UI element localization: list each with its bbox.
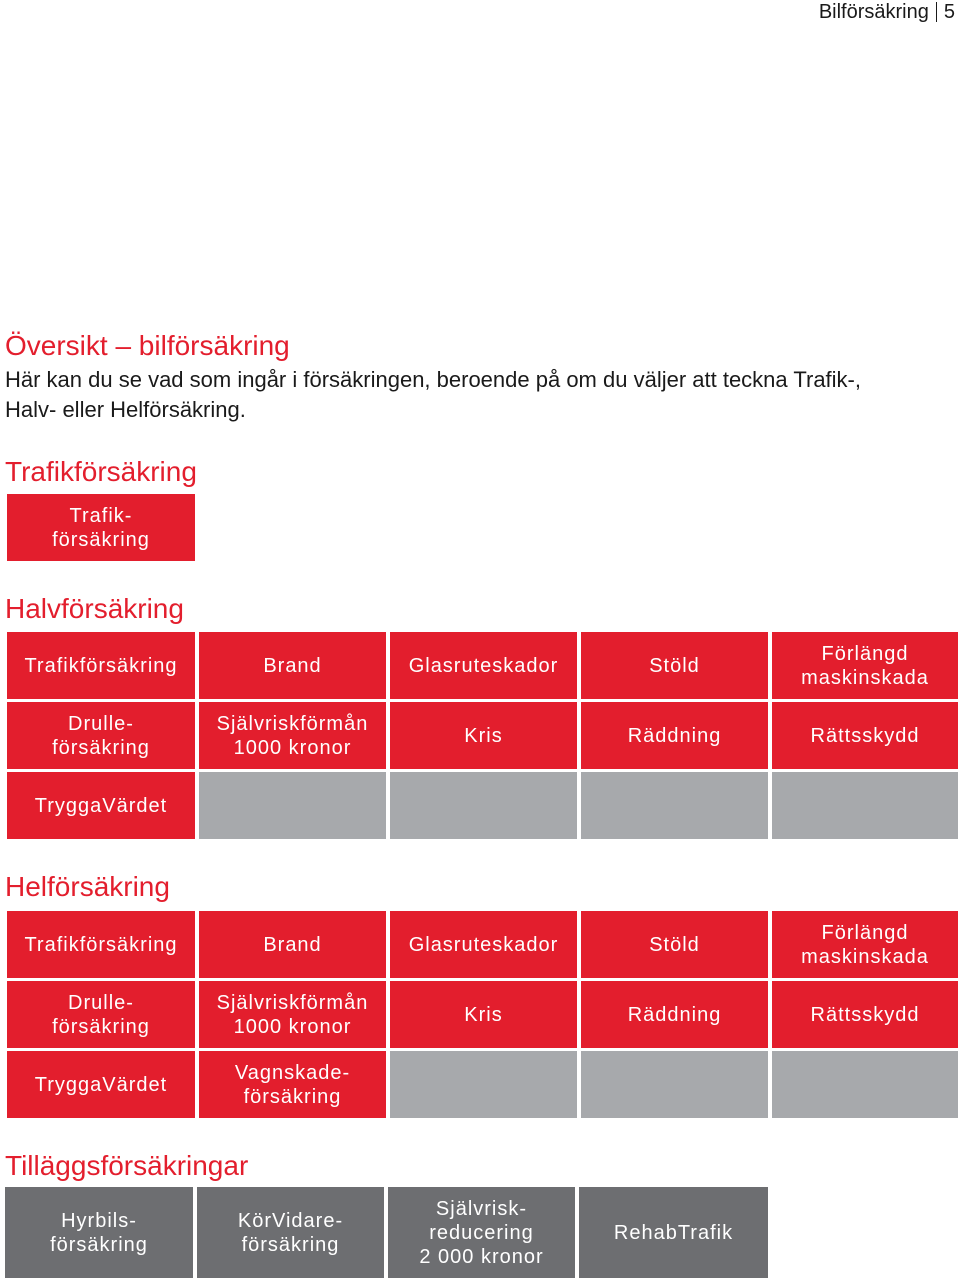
cell-label: Trafikförsäkring bbox=[24, 933, 178, 956]
page-header bbox=[819, 0, 955, 24]
cell-label: Förlängd maskinskada bbox=[801, 642, 929, 689]
trafik-trafikforsakring-cell bbox=[7, 494, 195, 561]
page-number: 5 bbox=[943, 1, 955, 23]
hel-empty-cell bbox=[772, 1051, 958, 1118]
halv-empty-cell bbox=[199, 772, 386, 839]
cell-label: Kris bbox=[464, 1003, 503, 1026]
halv-forlangd-maskinskada-cell bbox=[772, 632, 958, 699]
hel-drulleforsakring-cell bbox=[7, 981, 195, 1048]
hel-empty-cell bbox=[581, 1051, 768, 1118]
halv-empty-cell bbox=[390, 772, 577, 839]
cell-label: Kris bbox=[464, 724, 503, 747]
cell-label: Självrisk- reducering 2 000 kronor bbox=[419, 1197, 544, 1268]
halv-heading: Halvförsäkring bbox=[5, 593, 184, 624]
cell-label: Stöld bbox=[649, 933, 700, 956]
trafik-heading: Trafikförsäkring bbox=[5, 456, 197, 487]
hel-trafikforsakring-cell bbox=[7, 911, 195, 978]
halv-trafikforsakring-cell bbox=[7, 632, 195, 699]
halv-empty-cell bbox=[581, 772, 768, 839]
hel-kris-cell bbox=[390, 981, 577, 1048]
halv-tryggavardet-cell bbox=[7, 772, 195, 839]
cell-label: Brand bbox=[263, 654, 322, 677]
cell-label: RehabTrafik bbox=[613, 1221, 734, 1244]
cell-label: Självriskförmån 1000 kronor bbox=[216, 991, 369, 1038]
cell-label: Räddning bbox=[627, 724, 722, 747]
cell-label: Trafikförsäkring bbox=[24, 654, 178, 677]
tillagg-heading: Tilläggsförsäkringar bbox=[5, 1150, 249, 1181]
header-divider bbox=[936, 2, 937, 22]
addon-sjalvriskreducering-cell bbox=[388, 1187, 575, 1278]
halv-drulleforsakring-cell bbox=[7, 702, 195, 769]
hel-sjalvriskforman-cell bbox=[199, 981, 386, 1048]
cell-label: Räddning bbox=[627, 1003, 722, 1026]
cell-label: Brand bbox=[263, 933, 322, 956]
cell-label: Rättsskydd bbox=[810, 1003, 920, 1026]
halv-coverage-grid bbox=[7, 632, 958, 839]
cell-label: Trafik- försäkring bbox=[52, 504, 150, 551]
addon-row bbox=[5, 1187, 768, 1278]
hel-rattsskydd-cell bbox=[772, 981, 958, 1048]
intro-text: Här kan du se vad som ingår i försäkringen, beroende på om du väljer att teckna Trafik-, Halv- eller Helförsäkring. bbox=[5, 367, 861, 422]
hel-vagnskadeforsakring-cell bbox=[199, 1051, 386, 1118]
halv-sjalvriskforman-cell bbox=[199, 702, 386, 769]
hel-forlangd-maskinskada-cell bbox=[772, 911, 958, 978]
cell-label: Stöld bbox=[649, 654, 700, 677]
hel-raddning-cell bbox=[581, 981, 768, 1048]
cell-label: TryggaVärdet bbox=[34, 1073, 168, 1096]
halv-rattsskydd-cell bbox=[772, 702, 958, 769]
halv-stold-cell bbox=[581, 632, 768, 699]
halv-kris-cell bbox=[390, 702, 577, 769]
halv-raddning-cell bbox=[581, 702, 768, 769]
hel-brand-cell bbox=[199, 911, 386, 978]
cell-label: Glasruteskador bbox=[408, 933, 559, 956]
addon-hyrbilsforsakring-cell bbox=[5, 1187, 193, 1278]
cell-label: TryggaVärdet bbox=[34, 794, 168, 817]
hel-tryggavardet-cell bbox=[7, 1051, 195, 1118]
hel-coverage-grid bbox=[7, 911, 958, 1118]
hel-empty-cell bbox=[390, 1051, 577, 1118]
cell-label: Hyrbils- försäkring bbox=[50, 1209, 148, 1256]
halv-empty-cell bbox=[772, 772, 958, 839]
cell-label: Glasruteskador bbox=[408, 654, 559, 677]
cell-label: Förlängd maskinskada bbox=[801, 921, 929, 968]
header-section-title: Bilförsäkring bbox=[818, 1, 929, 23]
addon-rehabtrafik-cell bbox=[579, 1187, 768, 1278]
cell-label: Rättsskydd bbox=[810, 724, 920, 747]
cell-label: Drulle- försäkring bbox=[52, 991, 150, 1038]
hel-stold-cell bbox=[581, 911, 768, 978]
page-title: Översikt – bilförsäkring bbox=[5, 330, 290, 361]
halv-brand-cell bbox=[199, 632, 386, 699]
cell-label: KörVidare- försäkring bbox=[237, 1209, 344, 1256]
halv-glasruteskador-cell bbox=[390, 632, 577, 699]
hel-glasruteskador-cell bbox=[390, 911, 577, 978]
cell-label: Drulle- försäkring bbox=[52, 712, 150, 759]
hel-heading: Helförsäkring bbox=[5, 871, 170, 902]
cell-label: Vagnskade- försäkring bbox=[234, 1061, 351, 1108]
addon-korvidareforsakring-cell bbox=[197, 1187, 384, 1278]
cell-label: Självriskförmån 1000 kronor bbox=[216, 712, 369, 759]
